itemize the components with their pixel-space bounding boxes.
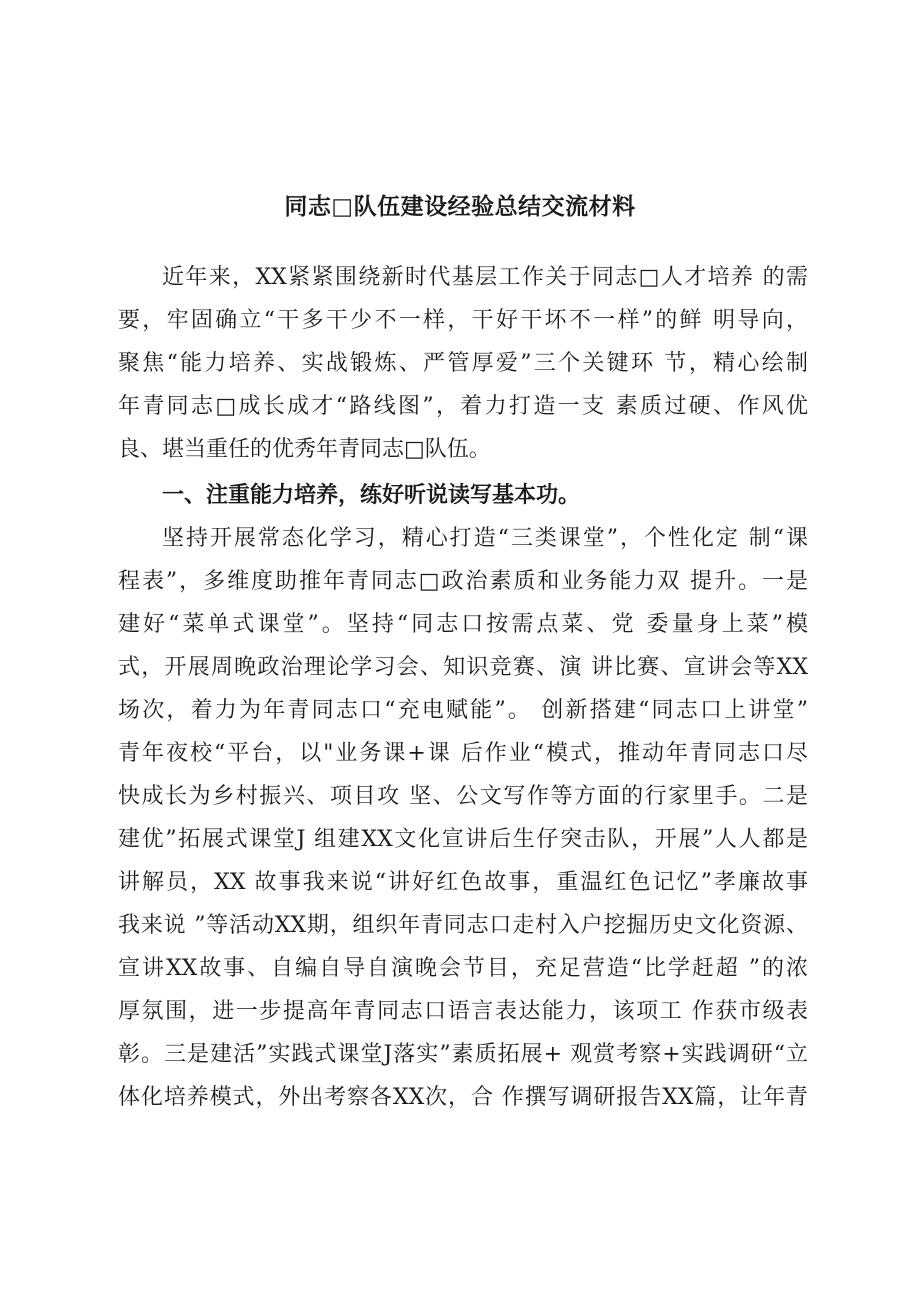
section-line: 讲解员，XX 故事我来说“讲好红色故事，重温红色记忆”孝廉故事: [118, 870, 808, 895]
intro-line: 聚焦“能力培养、实战锻炼、严管厚爱”三个关键环 节，精心绘制: [118, 351, 808, 376]
section-line: 厚氛围，进一步提高年青同志口语言表达能力，该项工 作获市级表: [118, 999, 808, 1024]
section-line: 彰。三是建活”实践式课堂J落实”素质拓展+ 观赏考察+实践调研“立: [118, 1042, 808, 1067]
section-line: 青年夜校“平台，以"业务课+课 后作业“模式，推动年青同志口尽: [118, 741, 808, 766]
document-title: 同志□队伍建设经验总结交流材料: [284, 194, 636, 220]
section-heading: 一、注重能力培养，练好听说读写基本功。: [162, 483, 581, 508]
intro-line: 年青同志□成长成才“路线图”，着力打造一支 素质过硬、作风优: [118, 394, 808, 419]
section-line: 快成长为乡村振兴、项目攻 坚、公文写作等方面的行家里手。二是: [118, 784, 808, 809]
section-line: 场次，着力为年青同志口“充电赋能”。 创新搭建“同志口上讲堂”: [118, 698, 808, 723]
section-line: 坚持开展常态化学习，精心打造“三类课堂”，个性化定 制“课: [162, 526, 808, 551]
section-line: 我来说 ”等活动XX期，组织年青同志口走村入户挖掘历史文化资源、: [118, 913, 808, 938]
intro-line: 要，牢固确立“干多干少不一样，干好干坏不一样”的鲜 明导向，: [118, 308, 808, 333]
section-line: 宣讲XX故事、自编自导自演晚会节目，充足营造“比学赶超 ”的浓: [118, 956, 808, 981]
section-line: 式，开展周晚政治理论学习会、知识竞赛、演 讲比赛、宣讲会等XX: [118, 655, 808, 680]
section-line: 建好“菜单式课堂”。坚持“同志口按需点菜、党 委量身上菜”模: [118, 612, 808, 637]
section-line: 建优”拓展式课堂J 组建XX文化宣讲后生仔突击队，开展”人人都是: [118, 827, 808, 852]
document-body: [118, 256, 808, 1119]
intro-line: 近年来，XX紧紧围绕新时代基层工作关于同志□人才培养 的需: [162, 265, 808, 290]
section-line: 程表”，多维度助推年青同志□政治素质和业务能力双 提升。一是: [118, 569, 808, 594]
section-line: 体化培养模式，外出考察各XX次，合 作撰写调研报告XX篇，让年青: [118, 1085, 808, 1110]
intro-line: 良、堪当重任的优秀年青同志□队伍。: [118, 437, 491, 462]
